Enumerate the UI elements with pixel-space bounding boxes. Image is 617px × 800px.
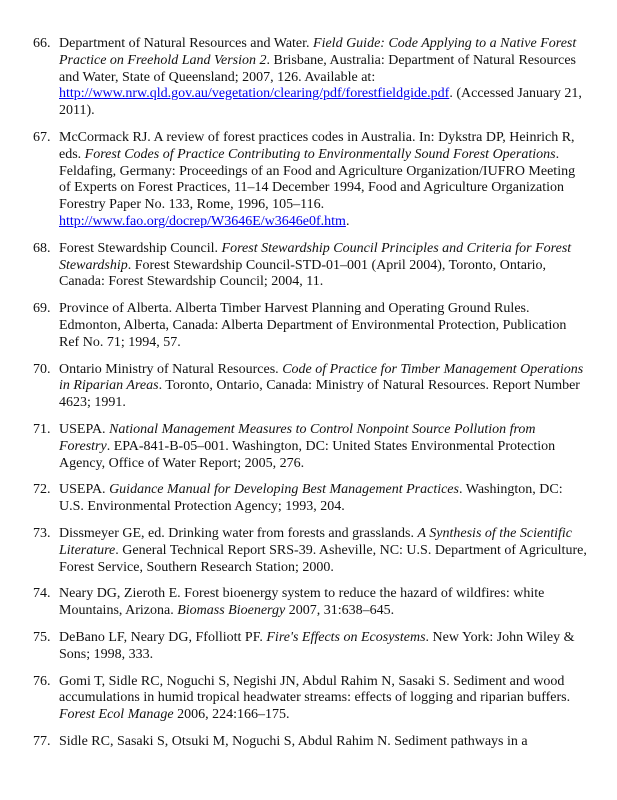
reference-segment: . EPA-841-B-05–001. Washington, DC: United States Environmental Protection Agency, Office of Water Report; 2005, 276.	[59, 438, 556, 471]
reference-number: 76.	[33, 673, 51, 689]
reference-segment: McCormack RJ. A review of forest practices codes in Australia. In: Dykstra DP, Heinrich R, eds.	[59, 129, 575, 162]
reference-text	[59, 301, 587, 351]
reference-text	[59, 482, 587, 516]
reference-title: Fire's Effects on Ecosystems	[266, 629, 426, 645]
reference-number: 68.	[33, 240, 51, 256]
reference-text	[59, 586, 587, 620]
reference-title: Forest Ecol Manage	[59, 707, 174, 723]
reference-text	[59, 36, 587, 120]
reference-text	[59, 630, 587, 664]
reference-item	[0, 362, 617, 412]
reference-text	[59, 241, 587, 291]
reference-item	[0, 241, 617, 291]
reference-number: 73.	[33, 525, 51, 541]
reference-number: 72.	[33, 482, 51, 498]
reference-segment: USEPA.	[59, 421, 110, 437]
reference-number: 66.	[33, 36, 51, 51]
reference-title: Field Guide: Code Applying to a Native Forest Practice on Freehold Land Version 2	[59, 36, 577, 68]
reference-item	[0, 674, 617, 724]
reference-list	[0, 36, 617, 761]
reference-segment: DeBano LF, Neary DG, Ffolliott PF.	[59, 629, 267, 645]
reference-segment: 2006, 224:166–175.	[173, 707, 290, 723]
reference-title: Biomass Bioenergy	[177, 603, 286, 619]
reference-segment: 2007, 31:638–645.	[285, 603, 395, 619]
reference-item	[0, 301, 617, 351]
reference-link[interactable]: http://www.fao.org/docrep/W3646E/w3646e0f.htm	[59, 213, 346, 229]
reference-number: 74.	[33, 586, 51, 602]
reference-text	[59, 674, 587, 724]
reference-item	[0, 734, 617, 751]
reference-segment: Department of Natural Resources and Water.	[59, 36, 314, 51]
reference-title: A Synthesis of the Scientific Literature	[59, 525, 572, 558]
reference-number: 69.	[33, 301, 51, 317]
reference-text	[59, 526, 587, 576]
reference-number: 70.	[33, 361, 51, 377]
reference-number: 77.	[33, 733, 51, 749]
reference-item	[0, 586, 617, 620]
reference-number: 67.	[33, 129, 51, 145]
reference-segment: . (Accessed January 21, 2011).	[59, 86, 582, 119]
reference-segment: Dissmeyer GE, ed. Drinking water from forests and grasslands.	[59, 525, 418, 541]
reference-text	[59, 362, 587, 412]
reference-item	[0, 36, 617, 120]
reference-segment: Sidle RC, Sasaki S, Otsuki M, Noguchi S, Abdul Rahim N. Sediment pathways in a	[59, 733, 528, 749]
reference-title: Guidance Manual for Developing Best Management Practices	[109, 482, 459, 498]
reference-segment: . Forest Stewardship Council-STD-01–001 (April 2004), Toronto, Ontario, Canada: Forest Stewardship Council; 2004, 11.	[59, 257, 547, 290]
reference-item	[0, 526, 617, 576]
reference-text	[59, 422, 587, 472]
reference-title: Forest Codes of Practice Contributing to Environmentally Sound Forest Operations	[84, 146, 556, 162]
reference-segment: . Brisbane, Australia: Department of Natural Resources and Water, State of Queensland; 2007, 126. Available at:	[59, 52, 576, 85]
reference-title: National Management Measures to Control Nonpoint Source Pollution from Forestry	[59, 421, 536, 454]
reference-title: Code of Practice for Timber Management Operations in Riparian Areas	[59, 361, 584, 394]
reference-segment: Ontario Ministry of Natural Resources.	[59, 361, 283, 377]
reference-segment: Forest Stewardship Council.	[59, 240, 222, 256]
reference-number: 75.	[33, 629, 51, 645]
reference-item	[0, 482, 617, 516]
reference-segment: Neary DG, Zieroth E. Forest bioenergy system to reduce the hazard of wildfires: white Mountains, Arizona.	[59, 586, 545, 619]
reference-segment: . Toronto, Ontario, Canada: Ministry of Natural Resources. Report Number 4623; 1991.	[59, 378, 580, 411]
reference-link[interactable]: http://www.nrw.qld.gov.au/vegetation/clearing/pdf/forestfieldgide.pdf	[59, 86, 450, 102]
reference-item	[0, 630, 617, 664]
reference-text	[59, 130, 587, 231]
reference-item	[0, 130, 617, 231]
reference-segment: .	[345, 213, 350, 229]
reference-number: 71.	[33, 421, 51, 437]
reference-item	[0, 422, 617, 472]
reference-segment: . General Technical Report SRS-39. Asheville, NC: U.S. Department of Agriculture, Forest Service, Southern Research Station; 2000.	[59, 542, 587, 575]
reference-text	[59, 734, 587, 751]
reference-segment: USEPA.	[59, 482, 110, 498]
reference-segment: . Feldafing, Germany: Proceedings of an Food and Agriculture Organization/IUFRO Meeting of Experts on Forest Practices, 11–14 December 1994, Food and Agriculture Organization Forestry Paper No. 133, Rome, 1996, 105–116.	[59, 146, 576, 213]
reference-title: Forest Stewardship Council Principles and Criteria for Forest Stewardship	[59, 240, 572, 273]
reference-segment: . New York: John Wiley & Sons; 1998, 333.	[59, 629, 575, 662]
reference-segment: Gomi T, Sidle RC, Noguchi S, Negishi JN, Abdul Rahim N, Sasaki S. Sediment and wood accumulations in humid tropical headwater streams: effects of logging and riparian buffers.	[59, 673, 571, 706]
reference-segment: Province of Alberta. Alberta Timber Harvest Planning and Operating Ground Rules. Edmonton, Alberta, Canada: Alberta Department of Environmental Protection, Publication Ref No. 71; 1994, 57.	[59, 301, 567, 350]
reference-segment: . Washington, DC: U.S. Environmental Protection Agency; 1993, 204.	[59, 482, 563, 515]
